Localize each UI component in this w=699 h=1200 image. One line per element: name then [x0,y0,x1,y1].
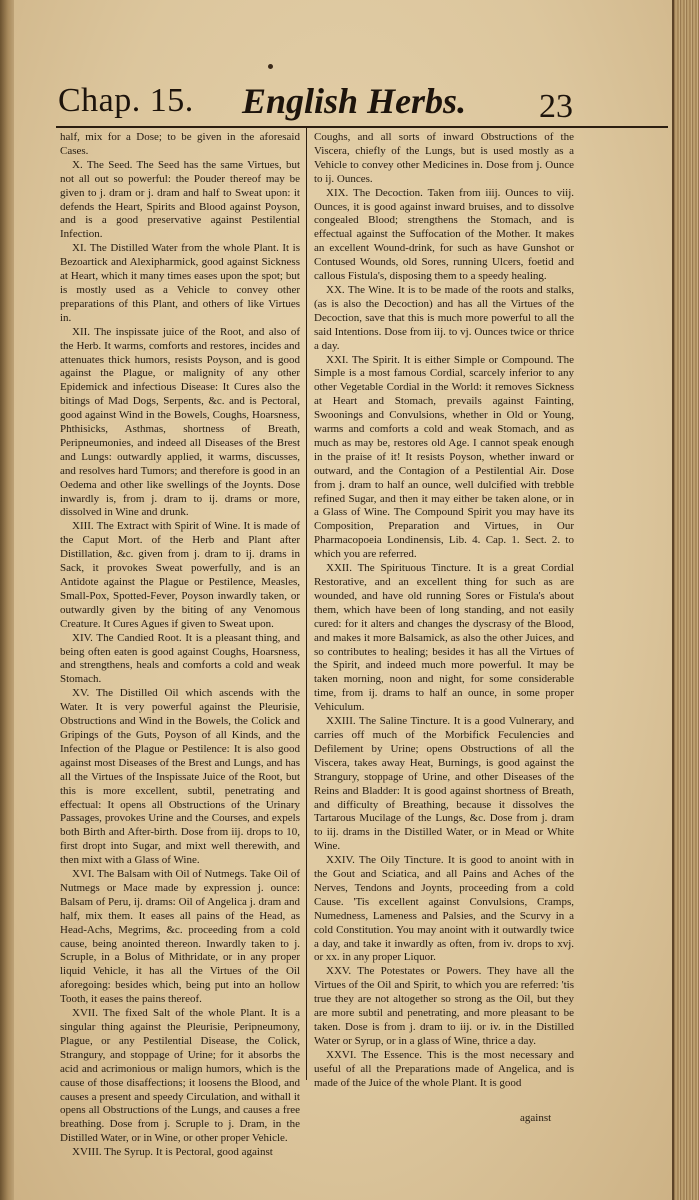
paragraph: half, mix for a Dose; to be given in the aforesaid Cases. [60,131,300,157]
chapter-label: Chap. 15. [58,82,194,119]
header-rule [56,126,668,128]
page-title: English Herbs. [242,81,467,121]
paragraph: XXI. The Spirit. It is either Simple or Compound. The Simple is a most famous Cordial, scarcely inferior to any other Vegetable Cordial in the World: it removes Sickness at Heart and Stomach, prevails against Fainting, Swoonings and Convulsions, whether in Old or Young, warms and comforts a cold and weak Stomach, and as much as may be, restores old Age. I cannot speak enough in the praise of it! It resists Poyson, whether inward or outward, and the Contagion of a Pestilential Air. Dose from j. dram to half an ounce, well dulcified with trebble refined Sugar, and then it may either be taken alone, or in a Glass of Wine. The Compound Spirit you may have its Composition, Preparation and Virtues, in Our Pharmacopoeia Londinensis, Lib. 4. Cap. 1. Sect. 2. to which you are referred. [314,353,574,561]
paragraph: XI. The Distilled Water from the whole Plant. It is Bezoartick and Alexipharmick, good against Sickness at Heart, which it many times eases upon the spot; but is mostly used as a Vehicle to convey other preparations of this Plant, and others of like Virtues in. [60,242,300,324]
paragraph: XIV. The Candied Root. It is a pleasant thing, and being often eaten is good against Coughs, Hoarsness, and strengthens, heals and comforts a cold and weak Stomach. [60,631,300,686]
column-divider [306,128,307,1080]
page-edges [672,0,699,1200]
paragraph: XV. The Distilled Oil which ascends with the Water. It is very powerful against the Pleurisie, Obstructions and Wind in the Bowels, the Colick and Gripings of the Guts, Poyson of all Kinds, and the Infection of the Plague or Pestilence: It is also good against most Diseases of the Brest and Lungs, and has all the Virtues of the Inspissate Juice of the Root, but this is more excellent, subtil, penetrating and effectual: It opens all Obstructions of the Urinary Passages, provokes Urine and the Courses, and expels both Birth and After-birth. Dose from iij. drops to 10, first dropt into Sugar, and mixt well therewith, and then mixt with a Glass of Wine. [60,687,300,867]
right-column [314,131,574,1091]
paragraph: X. The Seed. The Seed has the same Virtues, but not all out so powerful: the Pouder thereof may be given to j. dram or j. dram and half to Sweat upon: it defends the Heart, Spirits and Blood against Poyson, and is a good preservative against Pestilential Infection. [60,158,300,241]
paragraph: XX. The Wine. It is to be made of the roots and stalks, (as is also the Decoction) and has all the Virtues of the Decoction, save that this is much more powerful to all the said Intentions. Dose from iij. to vj. Ounces twice or thrice a day. [314,283,574,352]
paragraph: XIII. The Extract with Spirit of Wine. It is made of the Caput Mort. of the Herb and Plant after Distillation, &c. given from j. dram to ij. drams in Sack, it provokes Sweat powerfully, and is an Antidote against the Plague or Pestilence, Measles, Small-Pox, Spotted-Fever, Poyson inwardly taken, or outwardly given by the biting of any Venomous Creature. It Cures Agues if given to Sweat upon. [60,520,300,630]
paragraph: XVI. The Balsam with Oil of Nutmegs. Take Oil of Nutmegs or Mace made by expression j. ounce: Balsam of Peru, ij. drams: Oil of Angelica j. dram and half, mix them. It eases all pains of the Head, as Head-Achs, Megrims, &c. proceeding from a cold cause, being anointed thereon. Inwardly taken to j. Scruple, in a Bolus of Mithridate, or in any proper liquid Vehicle, it has all the Virtues of the Oil aforegoing: besides which, being put into an hollow Tooth, it eases the pains thereof. [60,868,300,1006]
running-header [44,78,604,126]
paragraph: XXV. The Potestates or Powers. They have all the Virtues of the Oil and Spirit, to which you are referred: 'tis true they are not altogether so strong as the Oil, but they are more subtil and penetrating, and more pleasant to be taken. Dose is from j. dram to iij. or iv. in the Distilled Water or Syrup, or in a glass of Wine, thrice a day. [314,965,574,1047]
paragraph: XXII. The Spirituous Tincture. It is a great Cordial Restorative, and an excellent thing for such as are wounded, and have old running Sores or Fistula's about them, which have been of long standing, and not easily cured: for it alters and changes the dyscrasy of the Blood, and makes it more Balsamick, as also the other Juices, and so contributes to healing; besides it has all the Virtues of the Spirit, and indeed much more powerful. It may be taken morning, noon and night, for some considerable time, from ij. drams to half an ounce, in some proper Vehiculum. [314,562,574,714]
paragraph: XIX. The Decoction. Taken from iiij. Ounces to viij. Ounces, it is good against inward bruises, and to dissolve congealed Blood; strengthens the Stomach, and is effectual against the Suffocation of the Mother. It makes an excellent Wound-drink, for such as have Gunshot or Contused Wounds, old Sores, running Ulcers, foetid and callous Fistula's, disposing them to a speedy healing. [314,186,574,283]
page-number: 23 [539,88,573,125]
ink-dot [268,64,273,69]
paragraph: XXVI. The Essence. This is the most necessary and useful of all the Preparations made of Angelica, and is made of the Juice of the whole Plant. It is good [314,1048,574,1089]
left-column [60,131,300,1160]
paragraph: XVIII. The Syrup. It is Pectoral, good against [72,1146,273,1159]
paragraph: XVII. The fixed Salt of the whole Plant. It is a singular thing against the Pleurisie, Peripneumony, Plague, or any Pestilential Disease, the Colick, Strangury, and stoppage of Urine; for it absorbs the acid and acrimonious or malign humors, which is the cause of those disaffections; it loosens the Blood, and causes a present and speedy Circulation, and withall it opens all Obstructions of the Lungs, and causes a free breathing. Dose from j. Scruple to j. Dram, in the Distilled Water, or in Wine, or other proper Vehicle. [60,1007,300,1145]
paragraph: XXIV. The Oily Tincture. It is good to anoint with in the Gout and Sciatica, and all Pains and Aches of the Nerves, Tendons and Joynts, proceeding from a cold Cause. 'Tis excellent against Convulsions, Cramps, Numedness, Lameness and Palsies, and the Scurvy in a cold Constitution. You may anoint with it outwardly twice a day, and take it inwardly as often, from iv. drops to xvj. or xx. in any proper Liquor. [314,854,574,964]
paragraph: XXIII. The Saline Tincture. It is a good Vulnerary, and carries off much of the Morbifick Feculencies and Defilement by Urine; opens Obstructions of all the Viscera, takes away Heat, Burnings, is good against the Strangury, stoppage of Urine, and other Diseases of the Reins and Bladder: It is good against shortness of Breath, and difficulty of Breathing, because it dissolves the Tartarous Mucilage of the Lungs, &c. Dose from j. dram to iij. drams in the Distilled Water, or in Mead or White Wine. [314,715,574,853]
paragraph: Coughs, and all sorts of inward Obstructions of the Viscera, chiefly of the Lungs, but is used mostly as a Vehicle to convey other Medicines in. Dose from j. Ounce to ij. Ounces. [314,131,574,185]
paragraph: XII. The inspissate juice of the Root, and also of the Herb. It warms, comforts and restores, incides and attenuates thick humors, resists Poyson, and is good against the Plague, or malignity of any other Epidemick and infectious Disease: It Cures also the bitings of Mad Dogs, Serpents, &c. and is Pectoral, good against Wind in the Bowels, Coughs, Hoarsness, Phthisicks, Asthmas, shortness of Breath, Peripneumonies, and indeed all Diseases of the Brest and Lungs: outwardly applied, it warms, discusses, and resolves hard Tumors; and therefore is good in an Oedema and other like swellings of the Joynts. Dose inwardly is, from j. dram to ij. drams or more, dissolved in Wine and drunk. [60,325,300,519]
catchword: against [520,1112,552,1124]
